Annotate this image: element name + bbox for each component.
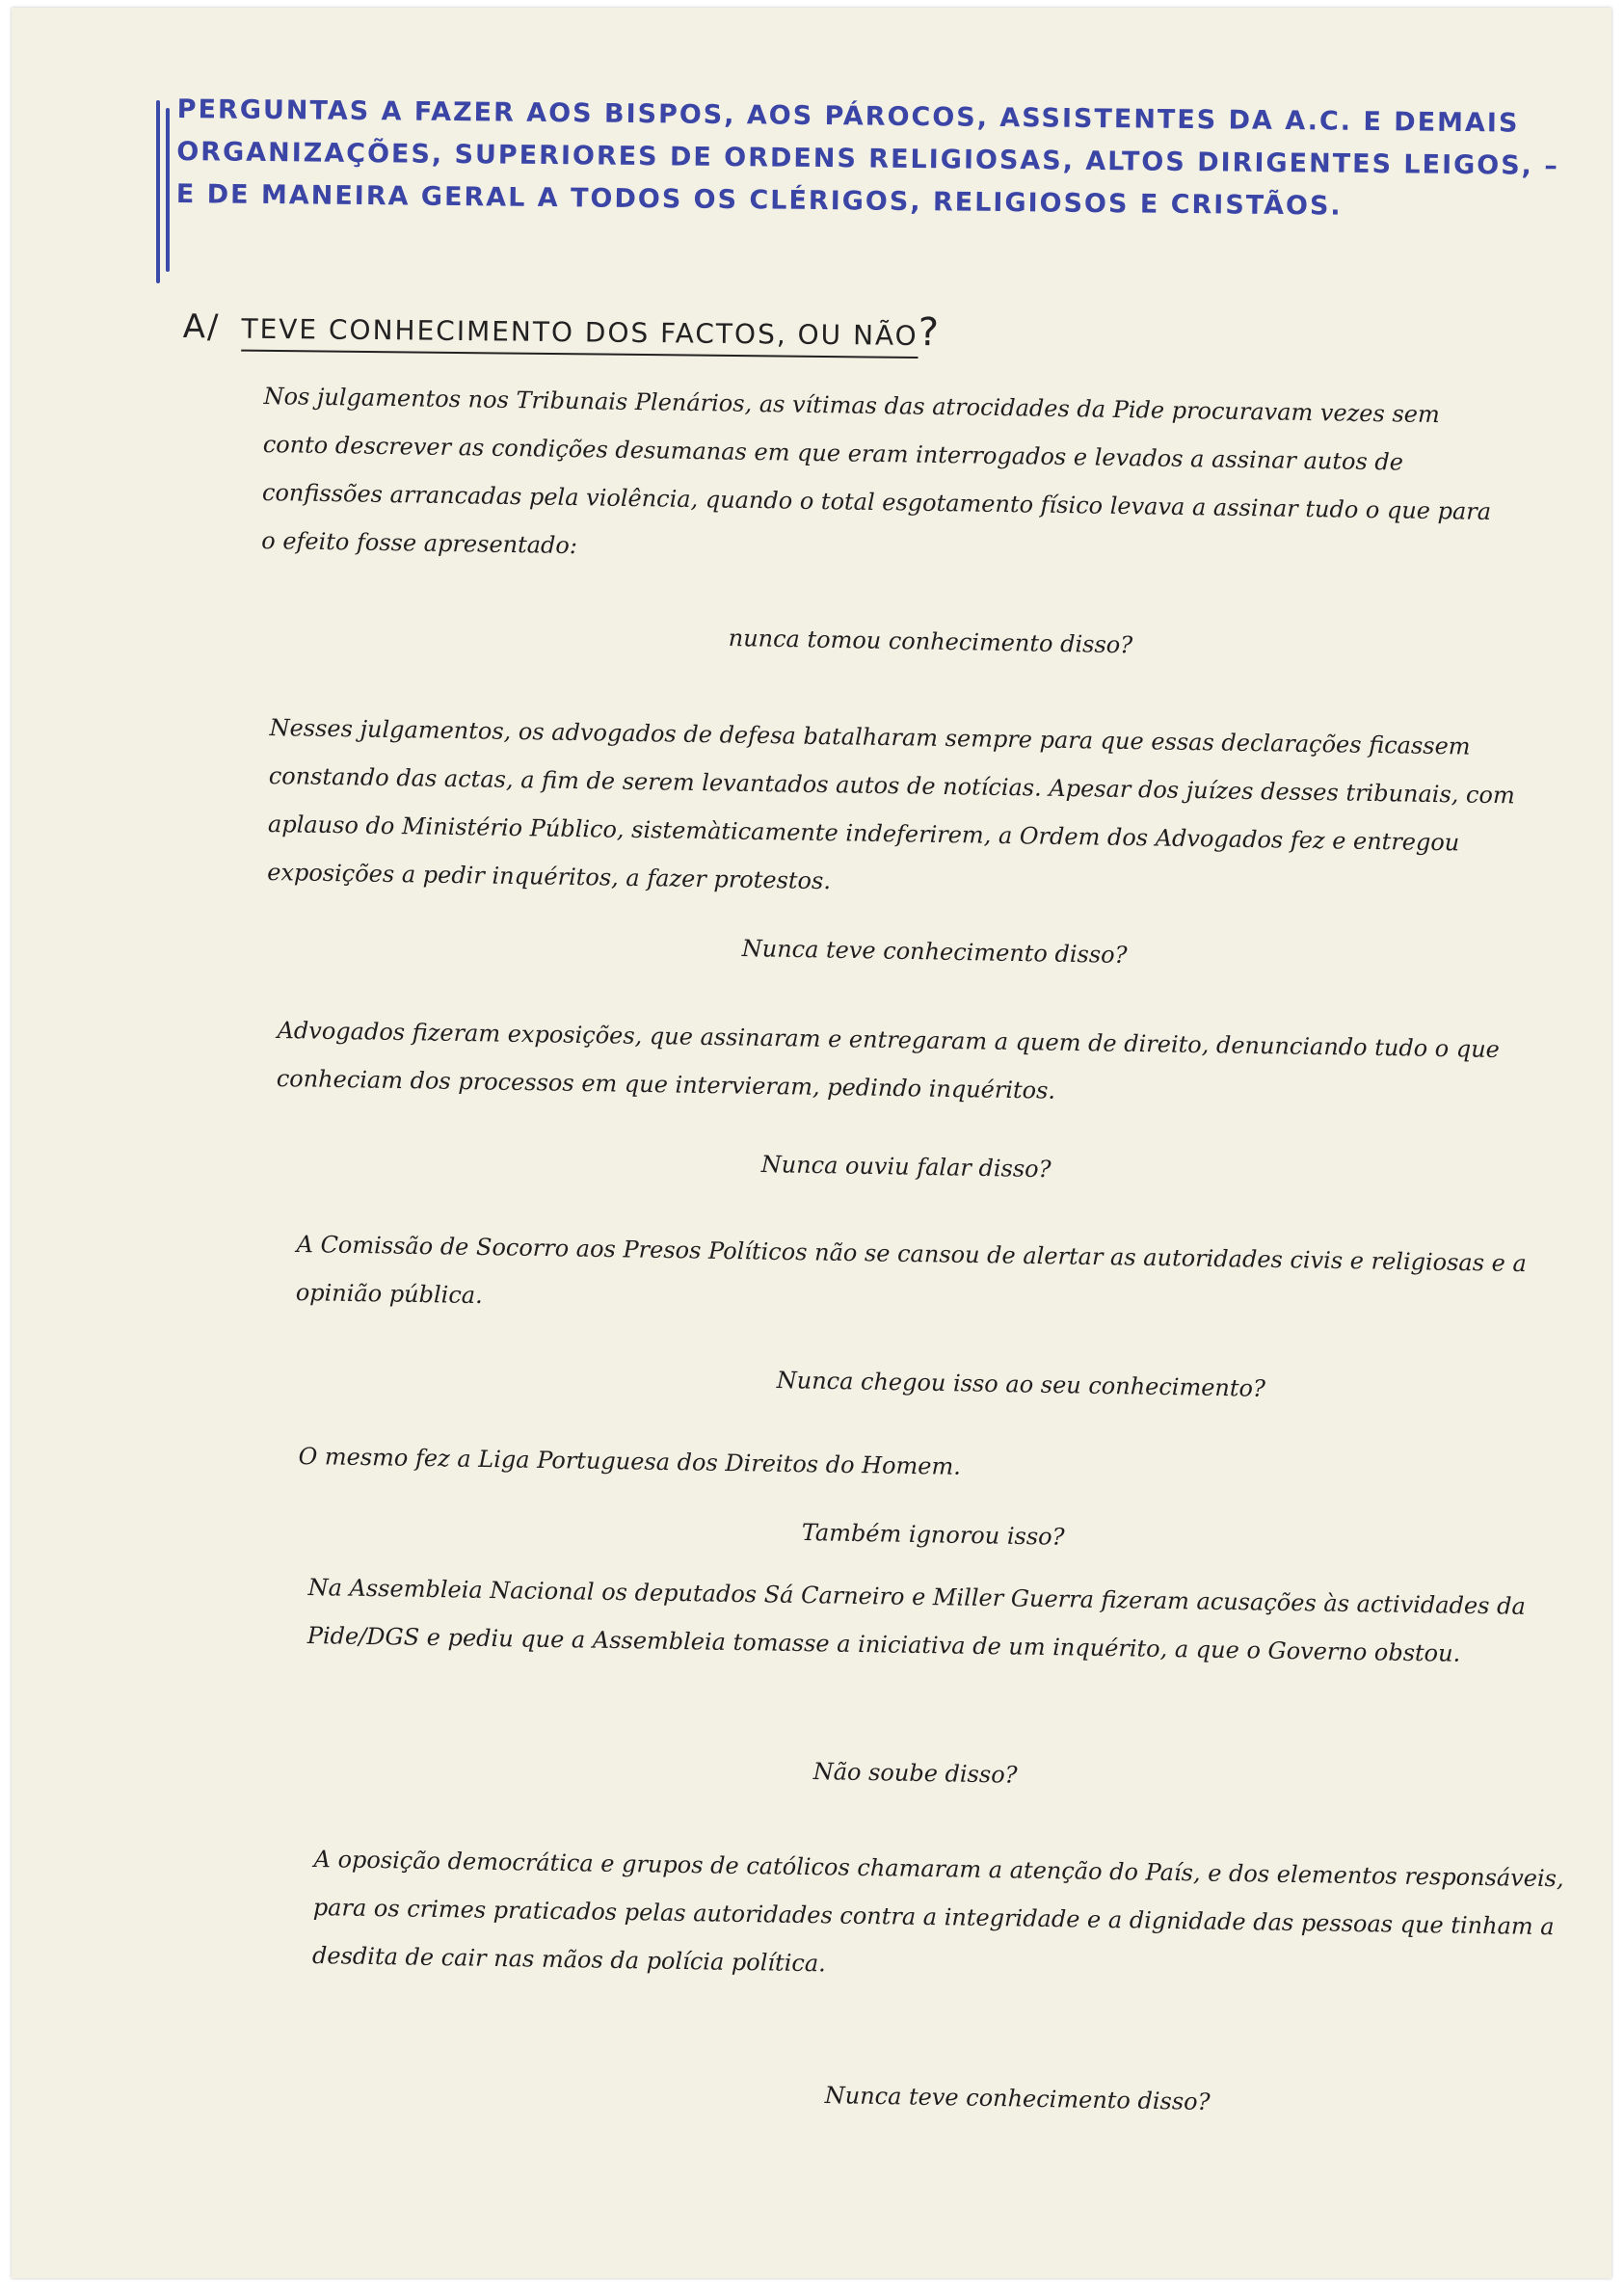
paragraph: A oposição democrática e grupos de católicos chamaram a atenção do País, e dos elementos responsáveis, para os crimes praticados pelas autoridades contra a integridade e a dignidade das pessoas que tinham a desdita de cair nas mãos da polícia política. xyxy=(311,1845,1564,1978)
margin-bracket-line xyxy=(156,100,160,283)
question-line: Nunca ouviu falar disso? xyxy=(760,1151,1052,1183)
question-line: nunca tomou conhecimento disso? xyxy=(728,625,1133,659)
paragraph: Nos julgamentos nos Tribunais Plenários, as vítimas das atrocidades da Pide procuravam vezes sem conto descrever as condições desumanas em que eram interrogados e levados a assinar autos de confissões arrancadas pela violência, quando o total esgotamento físico levava a assinar tudo o que para o efeito fosse apresentado: xyxy=(261,382,1492,560)
paragraph: Nesses julgamentos, os advogados de defesa batalharam sempre para que essas declarações ficassem constando das actas, a fim de serem levantados autos de notícias. Apesar dos juízes desses tribunais, com aplauso do Ministério Público, sistemàticamente indeferirem, a Ordem dos Advogados fez e entregou exposições a pedir inquéritos, a fazer protestos. xyxy=(267,713,1515,895)
paragraph: O mesmo fez a Liga Portuguesa dos Direitos do Homem. xyxy=(298,1442,962,1480)
paragraph: Advogados fizeram exposições, que assinaram e entregaram a quem de direito, denunciando tudo o que conheciam dos processos em que intervieram, pedindo inquéritos. xyxy=(276,1016,1501,1104)
header-block xyxy=(175,89,1584,222)
header-text: PERGUNTAS A FAZER AOS BISPOS, AOS PÁROCOS, ASSISTENTES DA A.C. E DEMAIS ORGANIZAÇÕES, SUPERIORES DE ORDENS RELIGIOSAS, ALTOS DIRIGENTES LEIGOS, – E DE MANEIRA GERAL A TODOS OS CLÉRIGOS, RELIGIOSOS E CRISTÃOS. xyxy=(175,93,1559,222)
question-line: Nunca teve conhecimento disso? xyxy=(741,935,1128,969)
section-heading xyxy=(183,303,942,355)
section-question-mark: ? xyxy=(918,309,942,356)
question-line: Também ignorou isso? xyxy=(801,1519,1065,1551)
margin-bracket-line xyxy=(166,108,170,272)
question-line: Nunca chegou isso ao seu conhecimento? xyxy=(776,1367,1266,1402)
section-letter: A/ xyxy=(182,306,221,347)
paragraph: A Comissão de Socorro aos Presos Políticos não se cansou de alertar as autoridades civis e religiosas e a opinião pública. xyxy=(295,1230,1528,1310)
question-line: Nunca teve conhecimento disso? xyxy=(824,2082,1211,2115)
section-title: TEVE CONHECIMENTO DOS FACTOS, OU NÃO xyxy=(241,312,918,352)
paragraph: Na Assembleia Nacional os deputados Sá Carneiro e Miller Guerra fizeram acusações às actividades da Pide/DGS e pediu que a Assembleia tomasse a iniciativa de um inquérito, a que o Governo obstou. xyxy=(306,1573,1526,1667)
document-page xyxy=(12,8,1611,2278)
question-line: Não soube disso? xyxy=(812,1758,1018,1789)
